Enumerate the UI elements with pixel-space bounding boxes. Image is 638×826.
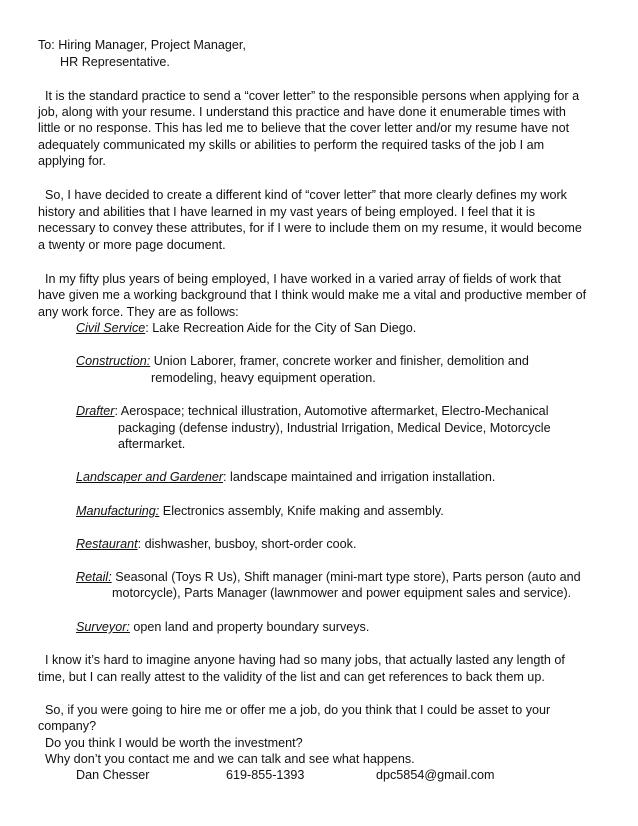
field-item-civil-service xyxy=(76,320,416,336)
field-description: Union Laborer, framer, concrete worker and finisher, demolition and xyxy=(150,354,529,368)
field-description: landscape maintained and irrigation installation. xyxy=(226,470,496,484)
field-item-retail xyxy=(76,569,581,585)
paragraph-2-line: history and abilities that I have learned in my vast years of being employed. I feel that it is xyxy=(38,205,536,219)
paragraph-4-line: time, but I can really attest to the validity of the list and can get references to back them up. xyxy=(38,670,545,684)
paragraph-1-line: applying for. xyxy=(38,154,106,168)
field-description: open land and property boundary surveys. xyxy=(129,620,370,634)
signature-phone: 619-855-1393 xyxy=(226,768,305,782)
paragraph-2-line: necessary to convey these attributes, for if I were to include them on my resume, it would become xyxy=(38,221,582,235)
paragraph-3-line: In my fifty plus years of being employed, I have worked in a varied array of fields of work that xyxy=(45,272,561,286)
paragraph-5-line: company? xyxy=(38,719,97,733)
field-item-construction xyxy=(76,353,529,369)
field-name: Construction: xyxy=(76,354,151,368)
field-name: Restaurant xyxy=(76,537,138,551)
field-separator: : xyxy=(223,470,227,484)
field-separator: : xyxy=(137,537,142,551)
field-item-surveyor xyxy=(76,619,369,635)
field-description-continued: motorcycle), Parts Manager (lawnmower and power equipment sales and service). xyxy=(112,586,572,600)
field-item-landscaper xyxy=(76,469,495,485)
paragraph-2-line: a twenty or more page document. xyxy=(38,238,226,252)
field-description: Electronics assembly, Knife making and assembly. xyxy=(159,504,444,518)
field-description-continued: packaging (defense industry), Industrial Irrigation, Medical Device, Motorcycle xyxy=(118,421,551,435)
paragraph-1-line: It is the standard practice to send a “cover letter” to the responsible persons when applying for a xyxy=(45,89,580,103)
paragraph-3-line: have given me a working background that I think would make me a vital and productive member of xyxy=(38,288,587,302)
field-name: Surveyor: xyxy=(76,620,130,634)
field-description-continued: remodeling, heavy equipment operation. xyxy=(151,371,376,385)
paragraph-2-line: So, I have decided to create a different kind of “cover letter” that more clearly defines my work xyxy=(45,188,567,202)
field-description: Lake Recreation Aide for the City of San Diego. xyxy=(148,321,417,335)
paragraph-3-line: any work force. They are as follows: xyxy=(38,305,239,319)
field-separator: : xyxy=(145,321,149,335)
paragraph-1-line: little or no response. This has led me to believe that the cover letter and/or my resume have not xyxy=(38,121,570,135)
field-description: Seasonal (Toys R Us), Shift manager (mini-mart type store), Parts person (auto and xyxy=(111,570,581,584)
paragraph-5-line: Do you think I would be worth the investment? xyxy=(45,736,303,750)
field-name: Landscaper and Gardener xyxy=(76,470,224,484)
field-item-manufacturing xyxy=(76,503,444,519)
field-separator: : xyxy=(114,404,118,418)
field-name: Manufacturing: xyxy=(76,504,160,518)
paragraph-1-line: adequately communicated my skills or abilities to perform the required tasks of the job I am xyxy=(38,138,545,152)
paragraph-4-line: I know it’s hard to imagine anyone having had so many jobs, that actually lasted any length of xyxy=(45,653,565,667)
field-description: Aerospace; technical illustration, Automotive aftermarket, Electro-Mechanical xyxy=(118,404,549,418)
field-item-drafter xyxy=(76,403,549,419)
field-name: Civil Service xyxy=(76,321,146,335)
paragraph-1-line: job, along with your resume. I understand this practice and have done it enumerable times with xyxy=(38,105,566,119)
field-description: dishwasher, busboy, short-order cook. xyxy=(141,537,357,551)
field-name: Drafter xyxy=(76,404,115,418)
field-description-continued: aftermarket. xyxy=(118,437,186,451)
field-item-restaurant xyxy=(76,536,356,552)
salutation-line-2: HR Representative. xyxy=(60,55,170,69)
paragraph-5-line: So, if you were going to hire me or offer me a job, do you think that I could be asset to your xyxy=(45,703,551,717)
signature-name: Dan Chesser xyxy=(76,768,150,782)
signature-email: dpc5854@gmail.com xyxy=(376,768,495,782)
paragraph-5-line: Why don’t you contact me and we can talk and see what happens. xyxy=(45,752,415,766)
salutation-line-1: To: Hiring Manager, Project Manager, xyxy=(38,38,246,52)
field-name: Retail: xyxy=(76,570,112,584)
